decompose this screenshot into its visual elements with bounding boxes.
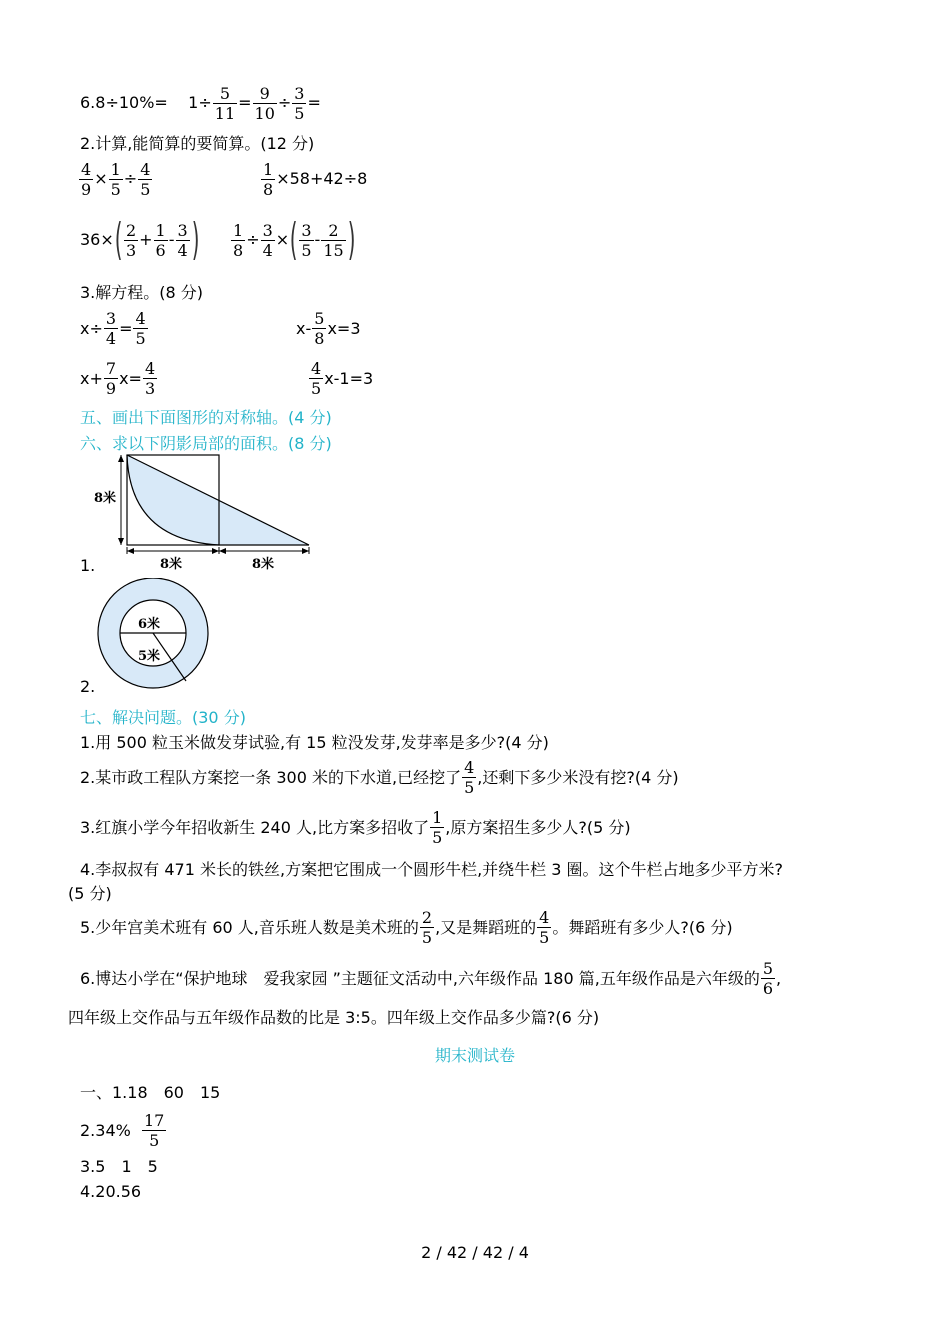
equation-2: x- $\frac{5}{8}$ x=3: [296, 309, 361, 348]
section-7-heading: 七、解决问题。(30 分): [80, 708, 246, 727]
problem-3: 3.红旗小学今年招收新生 240 人,比方案多招收了 $\frac{1}{5}$ ,原方案招生多少人?(5 分): [80, 808, 631, 847]
section-6-heading: 六、求以下阴影局部的面积。(8 分): [80, 434, 332, 453]
calc-line-1: 6.8÷10%= 1÷ $\frac{5}{11}$ = $\frac{9}{10}$ ÷ $\frac{3}{5}$ =: [80, 84, 321, 123]
page-footer: 2 / 42 / 42 / 4: [421, 1243, 529, 1262]
figure-1-triangle-diagram: [92, 450, 317, 575]
equation-3: x+ $\frac{7}{9}$ x= $\frac{4}{3}$: [80, 359, 156, 398]
calc-item-1: $\frac{4}{9}$ × $\frac{1}{5}$ ÷ $\frac{4}{5}$: [81, 160, 151, 199]
calc-item-2: $\frac{1}{8}$ ×58+42÷8: [263, 160, 368, 199]
answer-1: 一、1.18 60 15: [80, 1083, 221, 1102]
figure-2-ring-diagram: [92, 578, 214, 690]
radius-label: 5米: [138, 649, 161, 664]
side-length-label: 8米: [94, 491, 117, 506]
question-3-title: 3.解方程。(8 分): [80, 283, 204, 302]
figure-1-label: 1.: [80, 556, 96, 575]
problem-1: 1.用 500 粒玉米做发芽试验,有 15 粒没发芽,发芽率是多少?(4 分): [80, 733, 549, 752]
diameter-label: 6米: [138, 617, 161, 632]
fraction: $\frac{3}{5}$: [294, 84, 305, 123]
bottom-right-length-label: 8米: [252, 557, 275, 572]
problem-4-line-1: 4.李叔叔有 471 米长的铁丝,方案把它围成一个圆形牛栏,并绕牛栏 3 圈。这个牛栏占地多少平方米?: [80, 860, 783, 879]
answers-title: 期末测试卷: [434, 1046, 515, 1065]
fraction: $\frac{9}{10}$: [254, 84, 275, 123]
section-5-heading: 五、画出下面图形的对称轴。(4 分): [80, 408, 332, 427]
problem-6-line-2: 四年级上交作品与五年级作品数的比是 3:5。四年级上交作品多少篇?(6 分): [68, 1008, 600, 1027]
bottom-left-length-label: 8米: [160, 557, 183, 572]
answer-4: 4.20.56: [80, 1182, 142, 1201]
fraction: $\frac{5}{11}$: [214, 84, 236, 123]
answer-2: 2.34% $\frac{17}{5}$: [80, 1111, 165, 1150]
equation-4: $\frac{4}{5}$ x-1=3: [311, 359, 374, 398]
equation-1: x÷ $\frac{3}{4}$ = $\frac{4}{5}$: [80, 309, 146, 348]
calc-item-4: $\frac{1}{8}$ ÷ $\frac{3}{4}$ ×( $\frac{3}{5}$ - $\frac{2}{15}$ ): [233, 214, 356, 265]
problem-5: 5.少年宫美术班有 60 人,音乐班人数是美术班的 $\frac{2}{5}$ ,又是舞蹈班的 $\frac{4}{5}$ 。舞蹈班有多少人?(6 分): [80, 908, 733, 947]
question-2-title: 2.计算,能简算的要简算。(12 分): [80, 134, 315, 153]
problem-6-line-1: 6.博达小学在“保护地球 爱我家园 ”主题征文活动中,六年级作品 180 篇,五年级作品是六年级的 $\frac{5}{6}$ ,: [80, 959, 782, 998]
figure-2-label: 2.: [80, 677, 96, 696]
problem-4-line-2: (5 分): [68, 884, 112, 903]
problem-2: 2.某市政工程队方案挖一条 300 米的下水道,已经挖了 $\frac{4}{5}$ ,还剩下多少米没有挖?(4 分): [80, 758, 679, 797]
calc-item-3: 36×( $\frac{2}{3}$ + $\frac{1}{6}$ - $\frac{3}{4}$ ): [80, 214, 200, 265]
answer-3: 3.5 1 5: [80, 1157, 158, 1176]
